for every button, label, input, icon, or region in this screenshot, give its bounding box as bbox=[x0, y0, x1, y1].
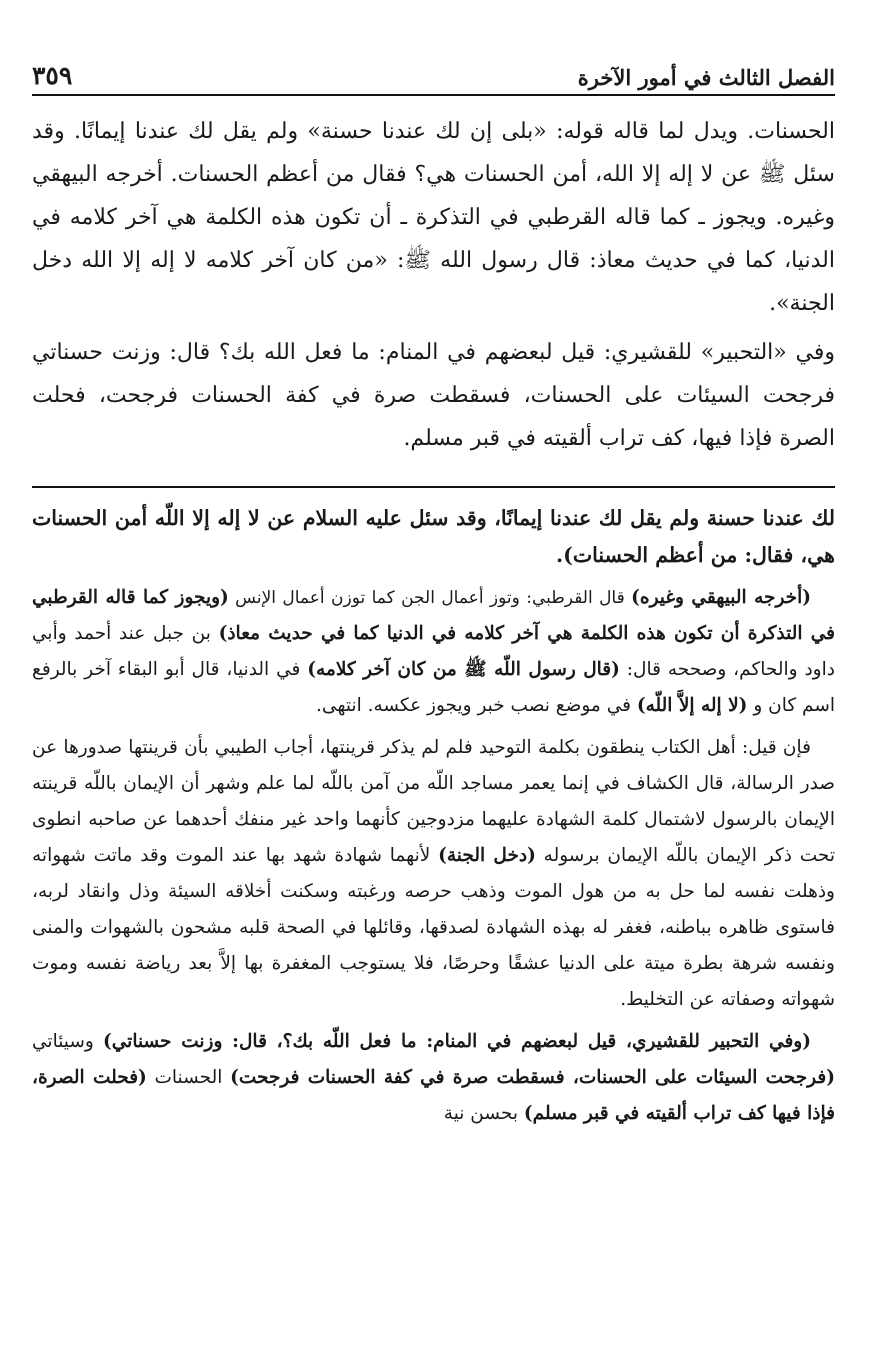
quoted-text: (أخرجه البيهقي وغيره) bbox=[631, 587, 811, 608]
main-paragraph: الحسنات. ويدل لما قاله قوله: «بلى إن لك عندنا حسنة» ولم يقل لك عندنا إيمانًا. وقد سئل ﷺ عن لا إله إلا الله، أمن الحسنات هي؟ فقال من أعظم الحسنات. أخرجه البيهقي وغيره. ويجوز ـ كما قاله القرطبي في التذكرة ـ أن تكون هذه الكلمة هي آخر كلامه في الدنيا، كما في حديث معاذ: قال رسول الله ﷺ: «من كان آخر كلامه لا إله إلا الله دخل الجنة». bbox=[32, 119, 835, 316]
comment-text: في موضع نصب خبر ويجوز عكسه. انتهى. bbox=[316, 695, 637, 716]
comment-text: الحسنات bbox=[146, 1067, 231, 1088]
quoted-text: (دخل الجنة) bbox=[438, 845, 536, 866]
comment-text: قال القرطبي: وتوز أعمال الجن كما توزن أعمال الإنس bbox=[228, 588, 632, 608]
comment-text: وسيئاتي bbox=[32, 1031, 103, 1052]
commentary-paragraph bbox=[32, 1024, 835, 1132]
commentary-paragraph: لك عندنا حسنة ولم يقل لك عندنا إيمانًا، وقد سئل عليه السلام عن لا إله إلا اللّه أمن الحسنات هي، فقال: من أعظم الحسنات). bbox=[32, 506, 835, 567]
quoted-text: (لا إله إلاَّ اللّه) bbox=[636, 695, 748, 716]
commentary-separator bbox=[32, 486, 835, 488]
page-number: ٣٥٩ bbox=[32, 61, 73, 90]
commentary-paragraph bbox=[32, 580, 835, 724]
comment-text: بن جبل عند أحمد وأبي داود والحاكم، وصححه قال: bbox=[32, 623, 835, 680]
header-rule bbox=[32, 94, 835, 96]
main-paragraph: وفي «التحبير» للقشيري: قيل لبعضهم في المنام: ما فعل الله بك؟ قال: وزنت حسناتي فرجحت السيئات على الحسنات، فسقطت صرة في كفة الحسنات فرجحت، فحلت الصرة فإذا فيها، كف تراب ألقيته في قبر مسلم. bbox=[32, 340, 835, 451]
page-header bbox=[32, 52, 835, 90]
comment-text: في الدنيا، قال أبو البقاء آخر بالرفع اسم كان و bbox=[32, 659, 835, 716]
quoted-text: (قال رسول اللّه ﷺ من كان آخر كلامه) bbox=[307, 659, 620, 680]
quoted-text: (ويجوز كما قاله القرطبي في التذكرة أن تكون هذه الكلمة هي آخر كلامه في الدنيا كما في حديث معاذ) bbox=[32, 587, 835, 644]
quoted-text: (وفي التحبير للقشيري، قيل لبعضهم في المنام: ما فعل اللّه بك؟، قال: وزنت حسناتي) bbox=[103, 1031, 811, 1052]
quoted-text: (فرجحت السيئات على الحسنات، فسقطت صرة في كفة الحسنات فرجحت) bbox=[230, 1067, 835, 1088]
commentary-paragraph bbox=[32, 730, 835, 1018]
comment-text: فإن قيل: أهل الكتاب ينطقون بكلمة التوحيد فلم لم يذكر قرينتها، أجاب الطيبي بأن قرينتها صدورها عن صدر الرسالة، قال الكشاف في إنما يعمر مساجد اللّه من آمن باللّه لما علم وشهر أن الإيمان باللّه قرينته الإيمان بالرسول لاشتمال كلمة الشهادة عليهما مزدوجين كأنهما واحد غير منفك أحدهما عن صاحبه انطوى تحت ذكر الإيمان باللّه الإيمان برسوله bbox=[32, 737, 835, 866]
commentary-text bbox=[32, 500, 835, 1132]
main-text bbox=[32, 110, 835, 460]
comment-text: لأنهما شهادة شهد بها عند الموت وقد ماتت شهواته وذهلت نفسه لما حل به من هول الموت وذهب حرصه ورغبته وسكنت أخلاقه السيئة وذل وانقاد لربه، فاستوى ظاهره بباطنه، فغفر له بهذه الشهادة لصدقها، وقائلها في الصحة قلبه مشحون بالشهوات والمنى ونفسه شرهة بطرة ميتة على الدنيا عشقًا وحرصًا، فلا يستوجب المغفرة بها إلاَّ بعد رياضة نفسه وموت شهواته وصفاته عن التخليط. bbox=[32, 845, 835, 1010]
chapter-title: الفصل الثالث في أمور الآخرة bbox=[577, 65, 835, 90]
quoted-text: (فحلت الصرة، فإذا فيها كف تراب ألقيته في قبر مسلم) bbox=[32, 1067, 835, 1124]
comment-text: بحسن نية bbox=[443, 1103, 524, 1124]
